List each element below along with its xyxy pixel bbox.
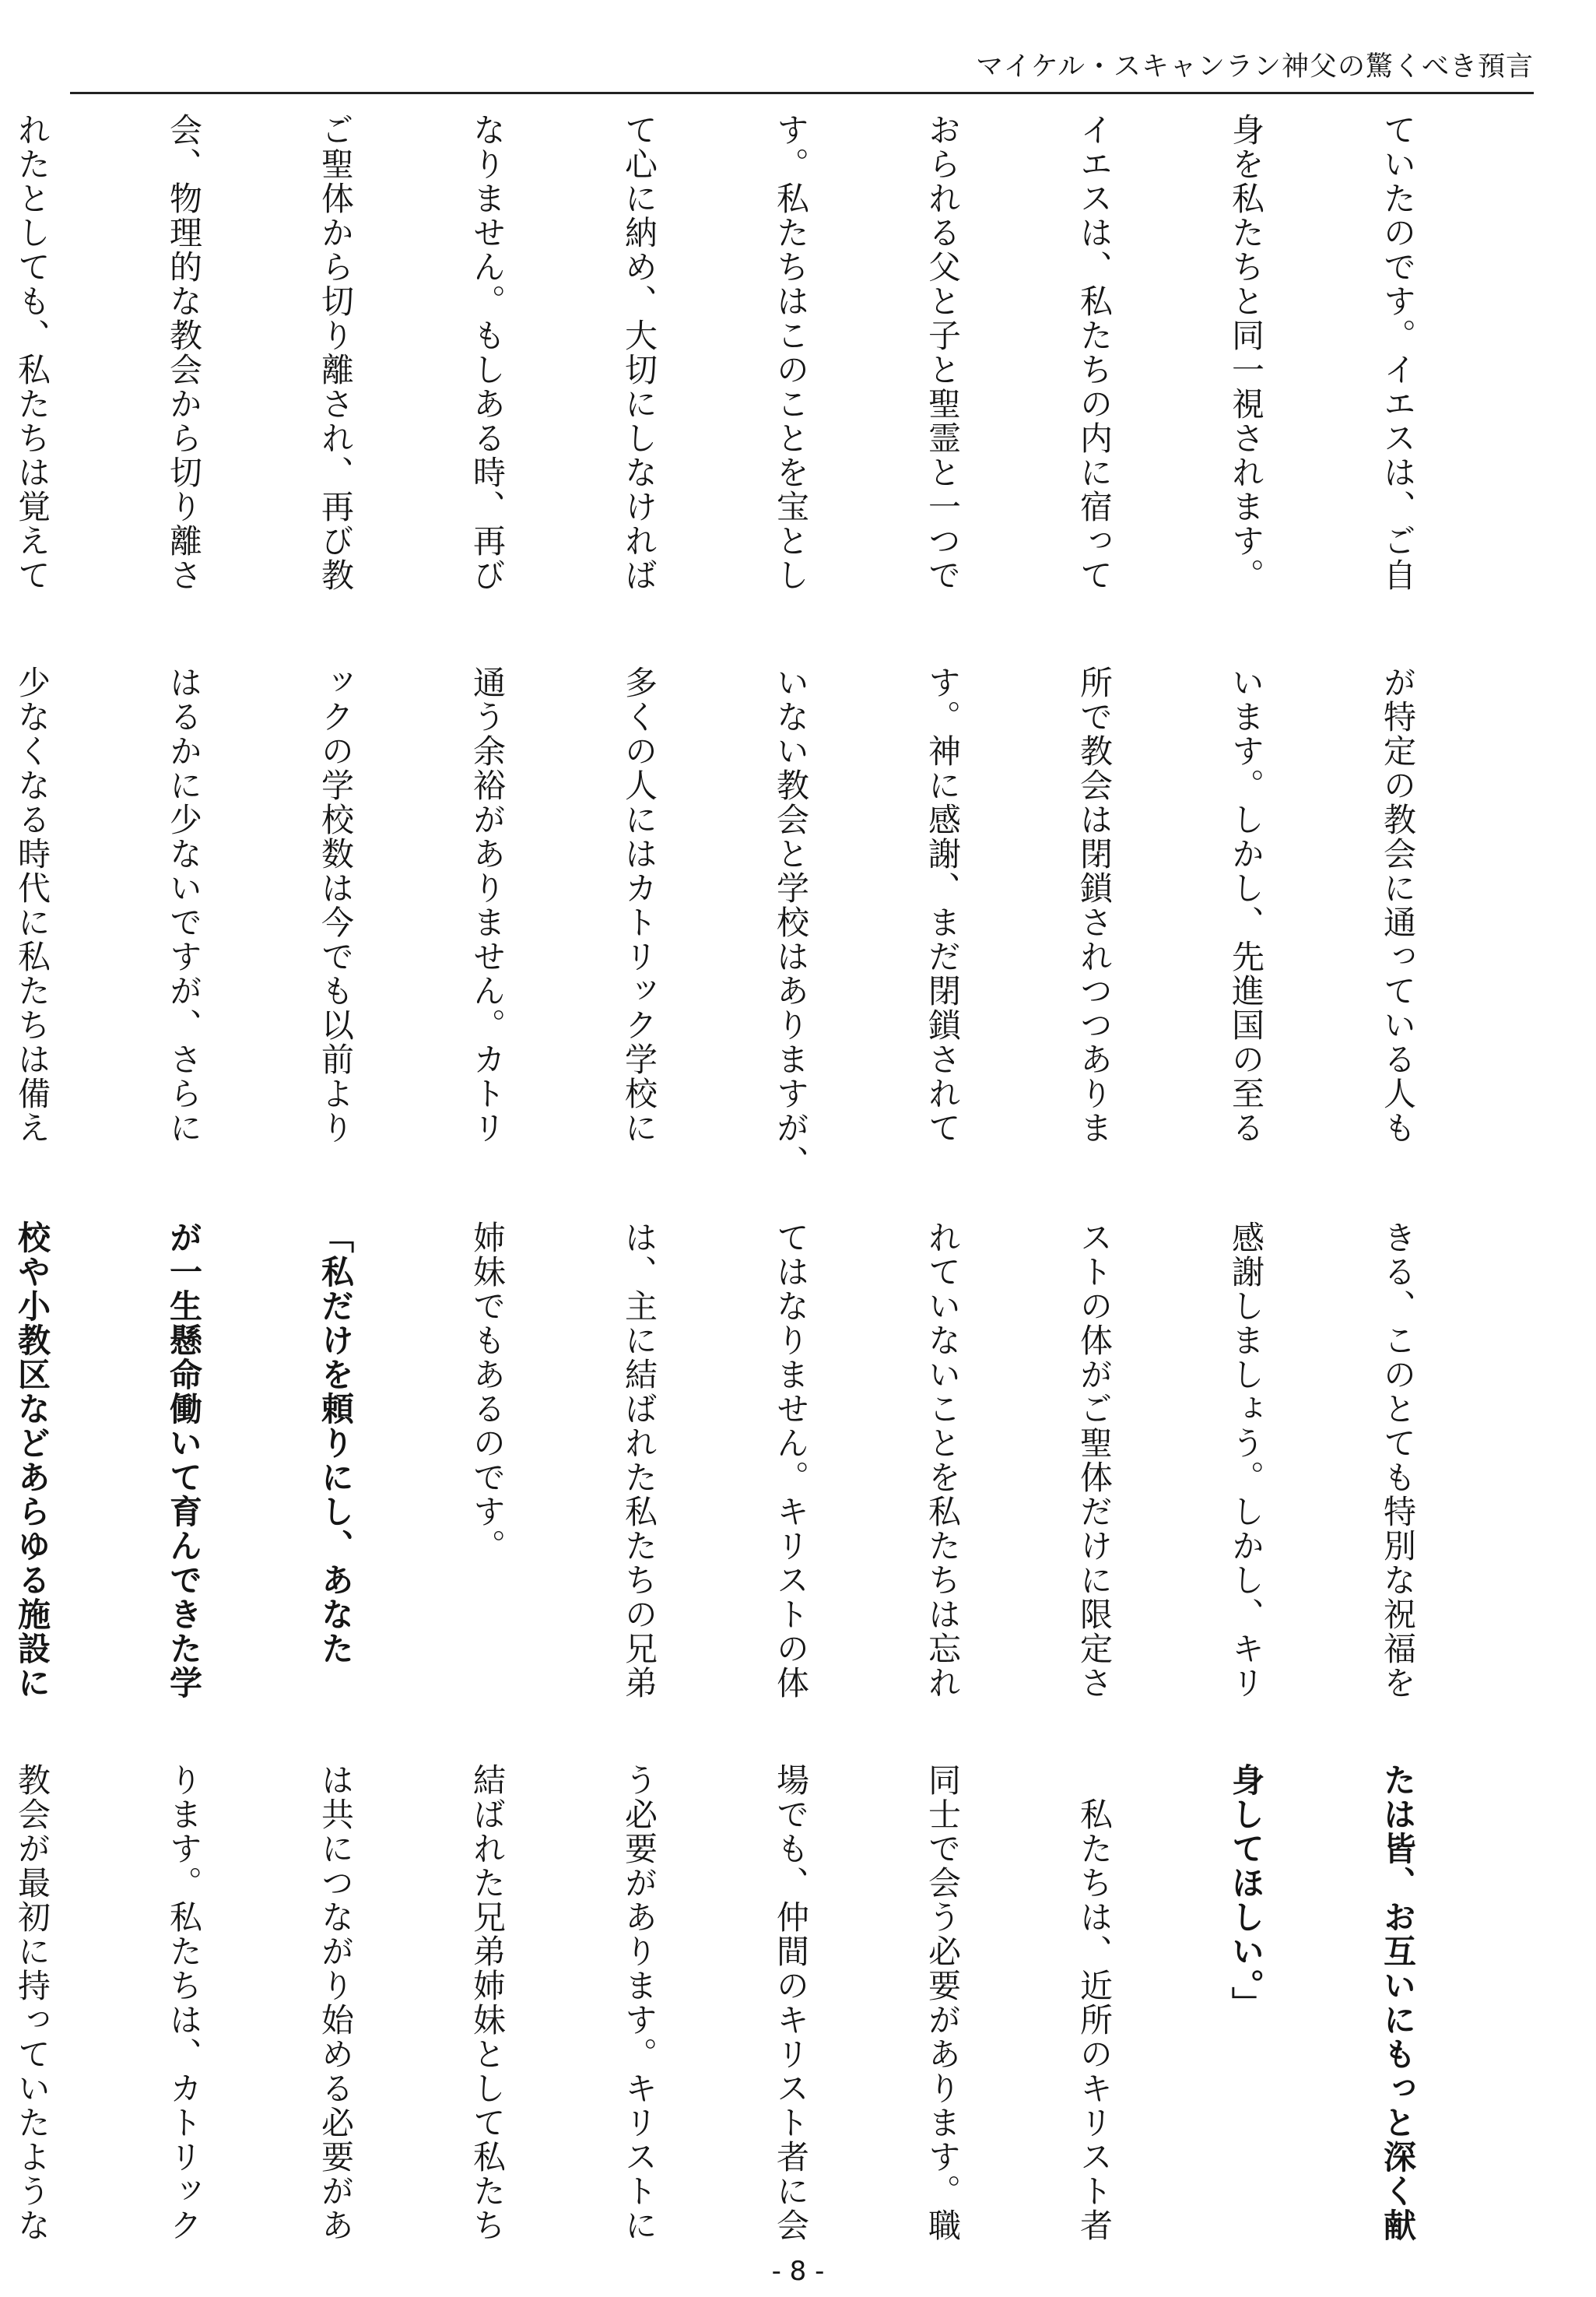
text-tier-4 xyxy=(13,1763,1524,2261)
quote-line: たは皆、お互いにもっと深く献 xyxy=(1379,1763,1417,2243)
line: す。私たちはこのことを宝とし xyxy=(772,113,810,592)
line: が特定の教会に通っている人も xyxy=(1379,666,1417,1145)
line: います。しかし、先進国の至る xyxy=(1227,666,1265,1145)
tier-2-text xyxy=(13,666,1524,1195)
line: れたとしても、私たちは覚えて xyxy=(13,113,51,592)
text-tier-1 xyxy=(13,113,1524,611)
quote-line: 身してほしい。」 xyxy=(1227,1763,1265,2021)
tier-1-text xyxy=(13,113,1524,611)
text-tier-3 xyxy=(13,1221,1524,1742)
page-number: - 8 - xyxy=(771,2256,825,2287)
tier-3-text xyxy=(13,1221,1524,1742)
line: て心に納め、大切にしなければ xyxy=(620,113,658,592)
line: 少なくなる時代に私たちは備え xyxy=(13,666,51,1145)
line: いない教会と学校はありますが、 xyxy=(772,666,810,1179)
line: ご聖体から切り離され、再び教 xyxy=(317,113,355,592)
line: ていたのです。イエスは、ご自 xyxy=(1379,113,1417,592)
quote-line: 校や小教区などあらゆる施設に xyxy=(13,1221,51,1700)
line: 感謝しましょう。しかし、キリ xyxy=(1227,1221,1265,1700)
line: なりません。もしある時、再び xyxy=(468,113,507,592)
line: は共につながり始める必要があ xyxy=(317,1763,355,2243)
tier-4-text xyxy=(13,1763,1524,2261)
line: 身を私たちと同一視されます。 xyxy=(1227,113,1265,592)
text-tier-2 xyxy=(13,666,1524,1195)
running-header-title: マイケル・スキャンラン神父の驚くべき預言 xyxy=(976,51,1534,83)
line: 姉妹でもあるのです。 xyxy=(468,1221,507,1563)
line: 結ばれた兄弟姉妹として私たち xyxy=(468,1763,507,2243)
line: 場でも、仲間のキリスト者に会 xyxy=(772,1763,810,2243)
line: てはなりません。キリストの体 xyxy=(772,1221,810,1700)
line: きる、このとても特別な祝福を xyxy=(1379,1221,1417,1700)
line: は、主に結ばれた私たちの兄弟 xyxy=(620,1221,658,1700)
line: ります。私たちは、カトリック xyxy=(165,1763,203,2243)
line: 教会が最初に持っていたような xyxy=(13,1763,51,2243)
line: 同士で会う必要があります。職 xyxy=(924,1763,962,2243)
line: イエスは、私たちの内に宿って xyxy=(1075,113,1114,592)
quote-line: 「私だけを頼りにし、あなた xyxy=(317,1221,355,1666)
line: おられる父と子と聖霊と一つで xyxy=(924,113,962,592)
line: す。神に感謝、まだ閉鎖されて xyxy=(924,666,962,1145)
line: 会、物理的な教会から切り離さ xyxy=(165,113,203,592)
line: 私たちは、近所のキリスト者 xyxy=(1075,1763,1114,2243)
running-header xyxy=(70,45,1534,94)
quote-line: が一生懸命働いて育んできた学 xyxy=(165,1221,203,1700)
line: ックの学校数は今でも以前より xyxy=(317,666,355,1145)
line: れていないことを私たちは忘れ xyxy=(924,1221,962,1700)
line: 通う余裕がありません。カトリ xyxy=(468,666,507,1145)
line: 多くの人にはカトリック学校に xyxy=(620,666,658,1145)
line: う必要があります。キリストに xyxy=(620,1763,658,2243)
line: はるかに少ないですが、さらに xyxy=(165,666,203,1145)
line: ストの体がご聖体だけに限定さ xyxy=(1075,1221,1114,1700)
line: 所で教会は閉鎖されつつありま xyxy=(1075,666,1114,1145)
